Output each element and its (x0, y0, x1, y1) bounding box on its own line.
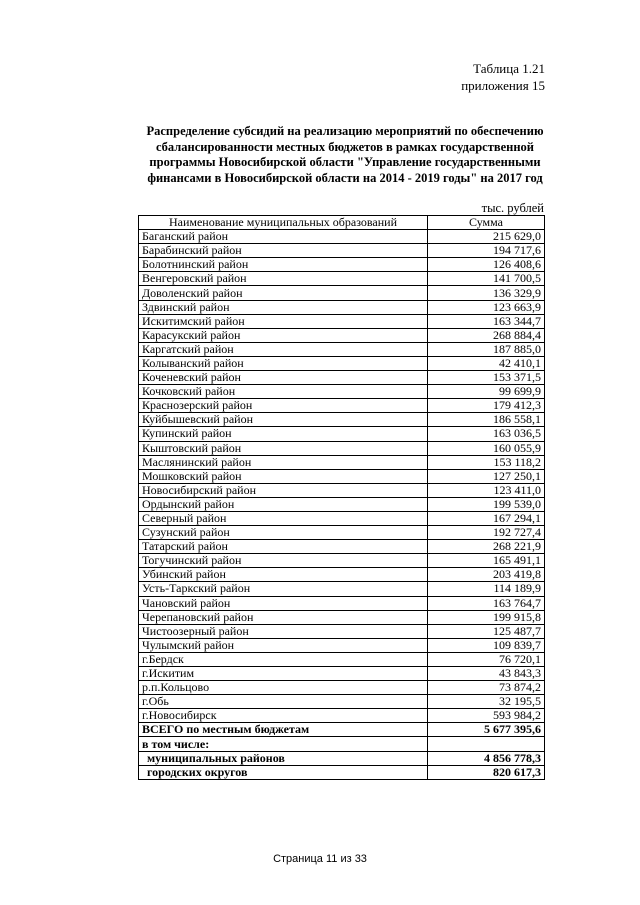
table-row (139, 441, 545, 455)
municipality-name: Доволенский район (139, 286, 428, 300)
table-row (139, 230, 545, 244)
table-row (139, 667, 545, 681)
table-row (139, 371, 545, 385)
municipality-name: Баганский район (139, 230, 428, 244)
municipality-name: г.Обь (139, 695, 428, 709)
urban-total-row (139, 765, 545, 779)
subsidy-sum: 192 727,4 (428, 526, 545, 540)
table-row (139, 342, 545, 356)
table-row (139, 385, 545, 399)
table-row (139, 455, 545, 469)
municipality-name: Черепановский район (139, 610, 428, 624)
table-row (139, 652, 545, 666)
subsidy-sum: 109 839,7 (428, 638, 545, 652)
table-row (139, 681, 545, 695)
table-header-row (139, 216, 545, 230)
subsidy-sum: 4 856 778,3 (428, 751, 545, 765)
subsidy-sum: 141 700,5 (428, 272, 545, 286)
subsidy-sum: 127 250,1 (428, 469, 545, 483)
subsidy-sum: 123 411,0 (428, 483, 545, 497)
table-row (139, 596, 545, 610)
table-row (139, 413, 545, 427)
municipality-name: Коченевский район (139, 371, 428, 385)
subsidy-sum: 163 344,7 (428, 314, 545, 328)
municipality-name: Усть-Таркский район (139, 582, 428, 596)
municipality-name: Болотнинский район (139, 258, 428, 272)
table-row (139, 469, 545, 483)
subsidy-sum (428, 737, 545, 751)
subsidy-sum: 187 885,0 (428, 342, 545, 356)
subsidy-sum: 73 874,2 (428, 681, 545, 695)
subsidy-sum: 163 036,5 (428, 427, 545, 441)
table-row (139, 356, 545, 370)
municipality-name: Кочковский район (139, 385, 428, 399)
subsidy-sum: 199 915,8 (428, 610, 545, 624)
table-row (139, 328, 545, 342)
including-row (139, 737, 545, 751)
subsidy-sum: 203 419,8 (428, 568, 545, 582)
table-row (139, 582, 545, 596)
table-row (139, 300, 545, 314)
municipality-name: Здвинский район (139, 300, 428, 314)
subsidy-sum: 268 884,4 (428, 328, 545, 342)
municipality-name: Колыванский район (139, 356, 428, 370)
total-row (139, 723, 545, 737)
table-row (139, 483, 545, 497)
municipality-name: г.Искитим (139, 667, 428, 681)
subsidy-sum: 43 843,3 (428, 667, 545, 681)
table-reference (461, 60, 545, 94)
table-row (139, 624, 545, 638)
table-row (139, 526, 545, 540)
municipality-name: Новосибирский район (139, 483, 428, 497)
subsidy-sum: 160 055,9 (428, 441, 545, 455)
municipality-name: Каргатский район (139, 342, 428, 356)
table-row (139, 258, 545, 272)
subsidy-sum: 268 221,9 (428, 540, 545, 554)
municipality-name: Татарский район (139, 540, 428, 554)
table-row (139, 511, 545, 525)
table-row (139, 695, 545, 709)
municipality-name: Барабинский район (139, 244, 428, 258)
subsidy-sum: 42 410,1 (428, 356, 545, 370)
header-sum: Сумма (428, 216, 545, 230)
units-label: тыс. рублей (481, 201, 544, 215)
appendix-number: приложения 15 (461, 78, 545, 93)
subsidy-sum: 186 558,1 (428, 413, 545, 427)
municipality-name: Тогучинский район (139, 554, 428, 568)
municipality-name: Венгеровский район (139, 272, 428, 286)
municipality-name: ВСЕГО по местным бюджетам (139, 723, 428, 737)
table-row (139, 638, 545, 652)
municipality-name: Ордынский район (139, 497, 428, 511)
subsidy-sum: 215 629,0 (428, 230, 545, 244)
subsidy-sum: 123 663,9 (428, 300, 545, 314)
municipality-name: муниципальных районов (139, 751, 428, 765)
table-row (139, 540, 545, 554)
subsidy-sum: 99 699,9 (428, 385, 545, 399)
municipality-name: городских округов (139, 765, 428, 779)
subsidy-table (138, 215, 545, 780)
municipality-name: Убинский район (139, 568, 428, 582)
document-title: Распределение субсидий на реализацию мероприятий по обеспечению сбалансированности местных бюджетов в рамках государственной программы Новосибирской области "Управление государственными финансами в Новосибирской области на 2014 - 2019 годы" на 2017 год (146, 124, 544, 185)
subsidy-sum: 32 195,5 (428, 695, 545, 709)
municipality-name: Чановский район (139, 596, 428, 610)
subsidy-sum: 114 189,9 (428, 582, 545, 596)
municipality-name: Кыштовский район (139, 441, 428, 455)
table-row (139, 286, 545, 300)
municipality-name: Искитимский район (139, 314, 428, 328)
subsidy-sum: 125 487,7 (428, 624, 545, 638)
subsidy-sum: 153 371,5 (428, 371, 545, 385)
header-name: Наименование муниципальных образований (139, 216, 428, 230)
municipality-name: Маслянинский район (139, 455, 428, 469)
municipality-name: Купинский район (139, 427, 428, 441)
subsidy-sum: 165 491,1 (428, 554, 545, 568)
municipality-name: Куйбышевский район (139, 413, 428, 427)
municipality-name: Карасукский район (139, 328, 428, 342)
table-row (139, 610, 545, 624)
page-footer: Страница 11 из 33 (273, 853, 367, 865)
subsidy-sum: 179 412,3 (428, 399, 545, 413)
municipality-name: Мошковский район (139, 469, 428, 483)
subsidy-sum: 76 720,1 (428, 652, 545, 666)
table-row (139, 399, 545, 413)
municipality-name: г.Новосибирск (139, 709, 428, 723)
subsidy-sum: 163 764,7 (428, 596, 545, 610)
subsidy-sum: 593 984,2 (428, 709, 545, 723)
table-row (139, 244, 545, 258)
subsidy-sum: 167 294,1 (428, 511, 545, 525)
subsidy-sum: 5 677 395,6 (428, 723, 545, 737)
municipal-total-row (139, 751, 545, 765)
subsidy-sum: 126 408,6 (428, 258, 545, 272)
municipality-name: в том числе: (139, 737, 428, 751)
table-row (139, 709, 545, 723)
table-row (139, 314, 545, 328)
table-row (139, 497, 545, 511)
table-row (139, 427, 545, 441)
subsidy-sum: 136 329,9 (428, 286, 545, 300)
table-row (139, 272, 545, 286)
subsidy-sum: 153 118,2 (428, 455, 545, 469)
municipality-name: Чистоозерный район (139, 624, 428, 638)
municipality-name: Сузунский район (139, 526, 428, 540)
municipality-name: Северный район (139, 511, 428, 525)
municipality-name: р.п.Кольцово (139, 681, 428, 695)
municipality-name: г.Бердск (139, 652, 428, 666)
table-number: Таблица 1.21 (473, 61, 545, 76)
subsidy-sum: 194 717,6 (428, 244, 545, 258)
municipality-name: Чулымский район (139, 638, 428, 652)
table-row (139, 554, 545, 568)
table-row (139, 568, 545, 582)
subsidy-sum: 820 617,3 (428, 765, 545, 779)
municipality-name: Краснозерский район (139, 399, 428, 413)
subsidy-sum: 199 539,0 (428, 497, 545, 511)
